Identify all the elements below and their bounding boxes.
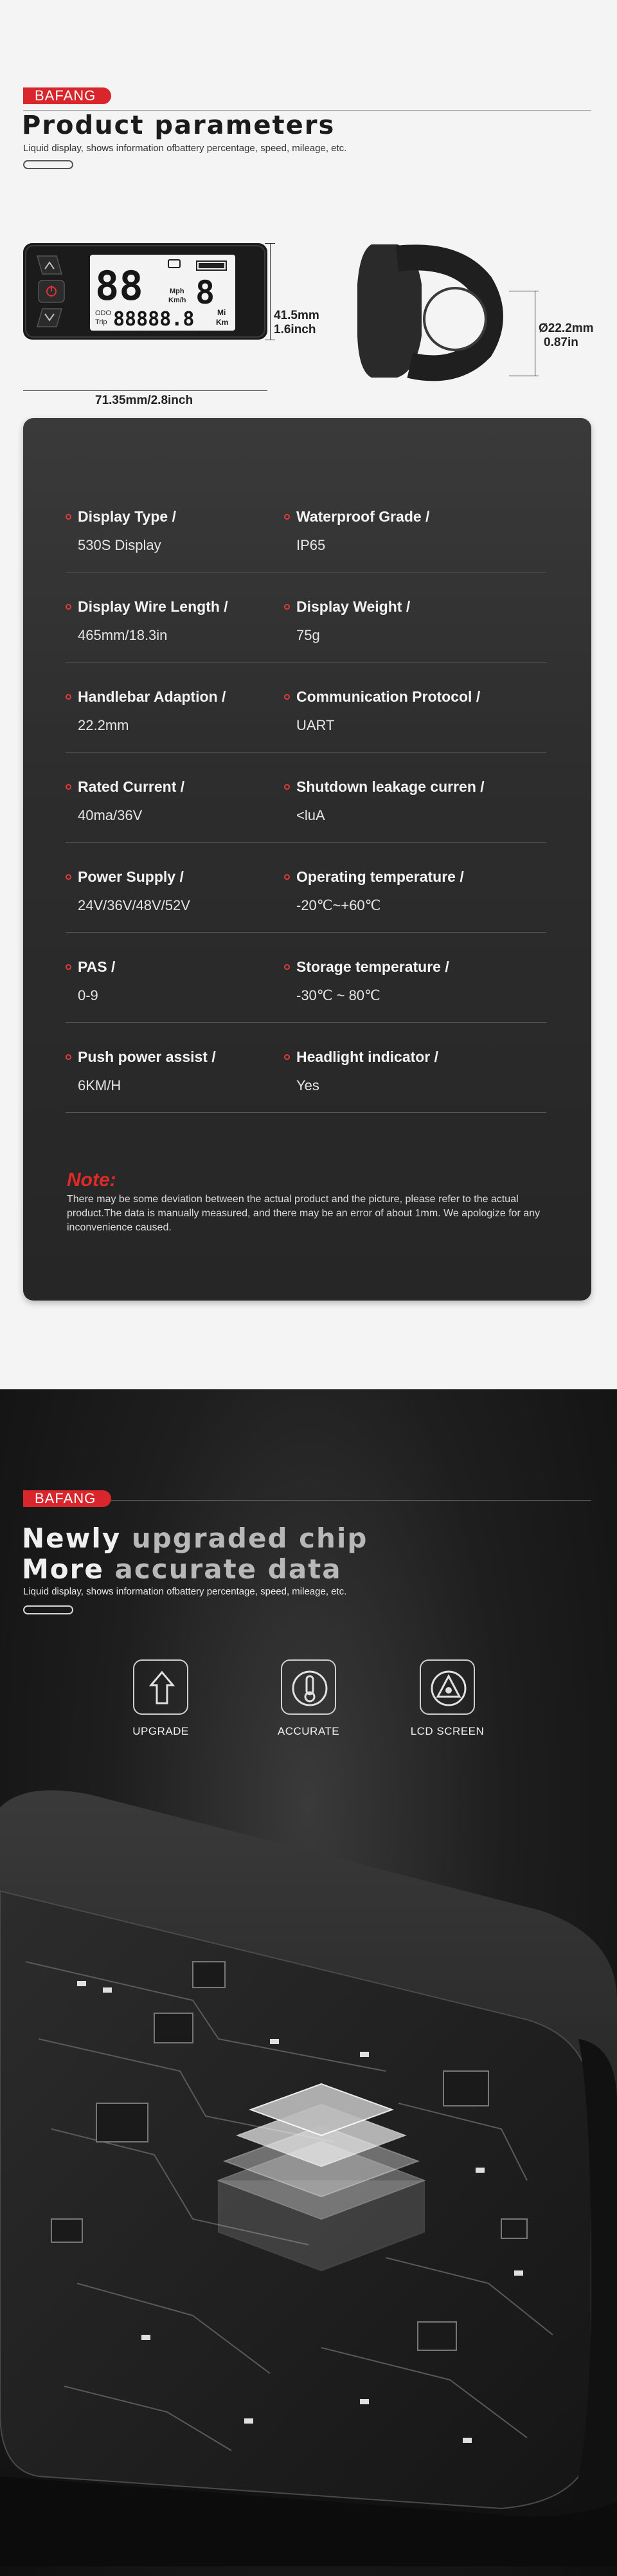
- param-label: PAS /: [66, 958, 297, 976]
- param-value: 22.2mm: [78, 717, 129, 733]
- param-label: Rated Current /: [66, 778, 297, 796]
- lcd-mileage-digits: 88888.8: [113, 308, 195, 331]
- feature-label: UPGRADE: [132, 1725, 189, 1737]
- diameter-mm-label: Ø22.2mm: [539, 322, 594, 335]
- bullet-icon: [66, 604, 71, 610]
- lcd-kmh-label: Km/h: [168, 297, 186, 304]
- param-label: Storage temperature /: [284, 958, 515, 976]
- param-label: Display Weight /: [284, 598, 515, 616]
- circuit-board-illustration: [0, 1769, 617, 2566]
- lcd-mph-label: Mph: [170, 288, 184, 295]
- width-label: 71.35mm/2.8inch: [95, 394, 193, 407]
- param-label: Handlebar Adaption /: [66, 688, 297, 706]
- param-row: [66, 1023, 546, 1113]
- brand-tag: BAFANG: [23, 1490, 111, 1507]
- param-value: 530S Display: [78, 537, 161, 553]
- param-value: IP65: [296, 537, 326, 553]
- width-dimension-line: [23, 390, 267, 391]
- feature-lcd-screen: [402, 1659, 492, 1738]
- decorative-pill: [23, 1605, 73, 1614]
- height-mm-label: 41.5mm: [274, 309, 319, 322]
- note-title: Note:: [67, 1169, 116, 1191]
- feature-accurate: [264, 1659, 353, 1738]
- diameter-in-label: 0.87in: [544, 336, 578, 349]
- lcd-km-label: Km: [216, 318, 229, 327]
- feature-upgrade: [116, 1659, 206, 1738]
- bullet-icon: [284, 694, 290, 700]
- bullet-icon: [66, 784, 71, 790]
- bullet-icon: [66, 874, 71, 880]
- page-subtitle: Liquid display, shows information ofbattery percentage, speed, mileage, etc.: [23, 143, 347, 154]
- chip-title-line2: More accurate data: [22, 1553, 342, 1585]
- param-label: Headlight indicator /: [284, 1048, 515, 1066]
- param-label: Display Wire Length /: [66, 598, 297, 616]
- lcd-odo-label: ODO: [95, 309, 112, 317]
- param-value: 75g: [296, 627, 320, 643]
- param-label: Waterproof Grade /: [284, 508, 515, 525]
- param-row: [66, 843, 546, 933]
- param-label: Shutdown leakage curren /: [284, 778, 515, 796]
- param-value: -20℃~+60℃: [296, 897, 381, 913]
- upgrade-arrow-icon: [133, 1659, 188, 1715]
- bullet-icon: [66, 1054, 71, 1060]
- lcd-speed-digits: 88: [95, 262, 143, 309]
- bullet-icon: [284, 964, 290, 970]
- param-value: 6KM/H: [78, 1077, 121, 1093]
- chip-subtitle: Liquid display, shows information ofbattery percentage, speed, mileage, etc.: [23, 1586, 347, 1597]
- power-button-icon[interactable]: [39, 280, 64, 302]
- chip-title-line1: Newly upgraded chip: [22, 1522, 368, 1554]
- param-value: Yes: [296, 1077, 319, 1093]
- note-text: There may be some deviation between the actual product and the picture, please refer to the actual product.The data is manually measured, and there may be an error of about 1mm. We apologize for any inconvenience caused.: [67, 1194, 541, 1233]
- param-value: 465mm/18.3in: [78, 627, 168, 643]
- bullet-icon: [66, 514, 71, 520]
- height-in-label: 1.6inch: [274, 323, 316, 336]
- param-value: 0-9: [78, 987, 98, 1003]
- param-value: -30℃ ~ 80℃: [296, 987, 380, 1003]
- brand-tag: BAFANG: [23, 87, 111, 104]
- bullet-icon: [284, 784, 290, 790]
- height-tick-top: [265, 243, 275, 244]
- bullet-icon: [284, 604, 290, 610]
- param-row: [66, 572, 546, 662]
- thermometer-icon: [281, 1659, 336, 1715]
- param-value: <luA: [296, 807, 325, 823]
- lcd-assist-digit: 8: [195, 274, 215, 311]
- display-side-view: [352, 239, 526, 387]
- bullet-icon: [284, 514, 290, 520]
- page-title: Product parameters: [22, 111, 335, 140]
- param-row: [66, 662, 546, 753]
- param-value: 24V/36V/48V/52V: [78, 897, 190, 913]
- param-label: Display Type /: [66, 508, 297, 525]
- param-label: Communication Protocol /: [284, 688, 515, 706]
- param-row: [66, 933, 546, 1023]
- param-label: Operating temperature /: [284, 868, 515, 886]
- bullet-icon: [66, 964, 71, 970]
- parameters-card: [23, 418, 591, 1301]
- bullet-icon: [66, 694, 71, 700]
- param-row: [66, 482, 546, 572]
- lcd-triangle-icon: [420, 1659, 475, 1715]
- bullet-icon: [284, 874, 290, 880]
- display-front-view: [23, 243, 267, 340]
- param-value: UART: [296, 717, 335, 733]
- feature-label: LCD SCREEN: [410, 1725, 485, 1737]
- lcd-mi-label: Mi: [217, 308, 226, 317]
- decorative-pill: [23, 160, 73, 169]
- feature-label: ACCURATE: [277, 1725, 340, 1737]
- height-dimension-line: [270, 243, 271, 340]
- param-value: 40ma/36V: [78, 807, 143, 823]
- bullet-icon: [284, 1054, 290, 1060]
- lcd-trip-label: Trip: [95, 318, 107, 326]
- param-label: Push power assist /: [66, 1048, 297, 1066]
- param-row: [66, 753, 546, 843]
- param-label: Power Supply /: [66, 868, 297, 886]
